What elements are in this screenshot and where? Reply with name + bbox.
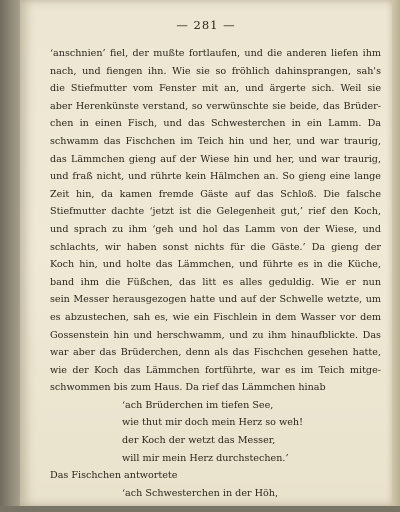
text-line: Gossenstein hin und herschwamm, und zu ihm hinaufblickte. Das bbox=[50, 329, 381, 341]
page-bottom-shadow bbox=[0, 506, 400, 512]
page-number: — 281 — bbox=[176, 18, 236, 32]
text-line: band ihm die Füßchen, das litt es alles geduldig. Wie er nun bbox=[50, 276, 381, 288]
text-line: Koch hin, und holte das Lämmchen, und führte es in die Küche, bbox=[50, 259, 381, 271]
page-text bbox=[50, 45, 381, 502]
book-page bbox=[20, 0, 393, 506]
text-line: aber Herenkünste verstand, so verwünschte sie beide, das Brüder- bbox=[50, 100, 381, 112]
text-line: und fraß nicht, und rührte kein Hälmchen an. So gieng eine lange bbox=[50, 171, 381, 183]
text-line: ‘anschnien’ fiel, der mußte fortlaufen, und die anderen liefen ihm bbox=[50, 48, 381, 59]
text-line: schwamm das Fischchen im Teich hin und her, und war traurig, bbox=[50, 135, 381, 147]
text-line: das Lämmchen gieng auf der Wiese hin und her, und war traurig, bbox=[50, 153, 381, 165]
text-line: schwommen bis zum Haus. Da rief das Lämmchen hinab bbox=[50, 382, 326, 394]
text-line: nach, und fiengen ihn. Wie sie so fröhlich dahinsprangen, sah's bbox=[50, 65, 381, 77]
verse-line: ‘ach Brüderchen im tiefen See, bbox=[122, 399, 274, 411]
verse-line: der Koch der wetzt das Messer, bbox=[122, 435, 276, 447]
text-line: wie der Koch das Lämmchen fortführte, war es im Teich mitge- bbox=[50, 364, 381, 376]
text-line: es abzustechen, sah es, wie ein Fischlein in dem Wasser vor dem bbox=[50, 311, 381, 323]
text-line: und sprach zu ihm ‘geh und hol das Lamm von der Wiese, und bbox=[50, 223, 381, 235]
verse-line: wie thut mir doch mein Herz so weh! bbox=[122, 417, 303, 429]
text-line: Zeit hin, da kamen fremde Gäste auf das Schloß. Die falsche bbox=[50, 188, 381, 200]
text-line: Stiefmutter dachte ‘jetzt ist die Gelegenheit gut,’ rief den Koch, bbox=[50, 206, 381, 218]
verse-line: will mir mein Herz durchstechen.’ bbox=[122, 452, 289, 464]
text-line: die Stiefmutter vom Fenster mit an, und ärgerte sich. Weil sie bbox=[50, 83, 381, 95]
verse-line: ‘ach Schwesterchen in der Höh, bbox=[122, 487, 279, 499]
text-line: chen in einen Fisch, und das Schwesterchen in ein Lamm. Da bbox=[50, 118, 381, 130]
text-line: schlachts, wir haben sonst nichts für die Gäste.’ Da gieng der bbox=[50, 241, 381, 253]
text-line: sein Messer herausgezogen hatte und auf der Schwelle wetzte, um bbox=[50, 294, 381, 306]
page-edge bbox=[392, 0, 400, 512]
text-line: war aber das Brüderchen, denn als das Fischchen gesehen hatte, bbox=[50, 347, 381, 359]
answer-line: Das Fischchen antwortete bbox=[50, 470, 178, 482]
